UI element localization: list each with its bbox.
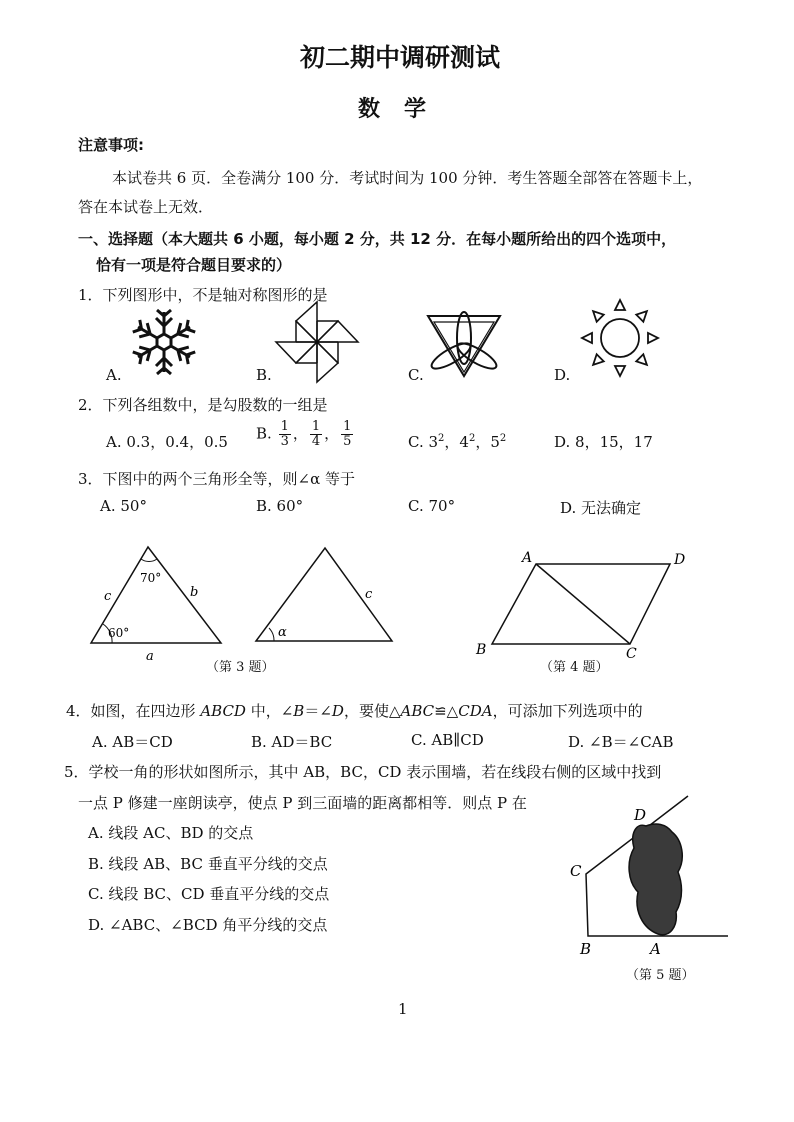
q5-point-a-label: A (650, 940, 661, 958)
sun-figure (580, 298, 660, 378)
point-c-label: C (626, 646, 637, 662)
page-title: 初二期中调研测试 (300, 43, 501, 72)
q2-option-b: B. $\frac{1}{3}$ ， $\frac{1}{4}$ ， $\frac{1}{5}$ (256, 419, 352, 449)
school-corner-figure (566, 786, 746, 966)
q3-option-d: D. 无法确定 (560, 499, 642, 517)
fraction-one-third: $\frac{1}{3}$ (280, 419, 289, 449)
q5-point-b-label: B (580, 940, 592, 958)
q3-stem: 3．下图中的两个三角形全等，则∠α 等于 (78, 470, 356, 488)
alpha-label: α (278, 625, 287, 640)
q3-caption: （第 3 题） (206, 660, 275, 675)
fraction-one-fifth: $\frac{1}{5}$ (343, 419, 352, 449)
notice-line-2: 答在本试卷上无效． (78, 198, 214, 216)
q3-option-c: C. 70° (408, 497, 456, 515)
point-a-label: A (522, 550, 533, 566)
q5-option-a: A. 线段 AC、BD 的交点 (88, 824, 254, 842)
q4-stem: 4．如图，在四边形 ABCD 中，∠B＝∠D，要使△ABC≌△CDA，可添加下列选项中的 (66, 702, 643, 720)
snowflake-figure (126, 306, 206, 376)
q2-option-c: C. $3^2$，$4^2$，$5^2$ (408, 433, 507, 451)
subject-title: 数学 (358, 97, 451, 122)
angle-60-label: 60° (108, 626, 130, 640)
q4-caption: （第 4 题） (540, 660, 609, 675)
q5-option-c: C. 线段 BC、CD 垂直平分线的交点 (88, 885, 330, 903)
triangle-2-figure (250, 540, 400, 650)
fraction-one-fourth: $\frac{1}{4}$ (311, 419, 321, 449)
q4-option-b: B. AD＝BC (251, 733, 333, 751)
q5-caption: （第 5 题） (626, 968, 695, 983)
q5-option-b: B. 线段 AB、BC 垂直平分线的交点 (88, 855, 328, 873)
point-d-label: D (674, 552, 686, 568)
triangle-1-figure (86, 540, 231, 665)
side-c-label: c (104, 589, 112, 604)
point-b-label: B (476, 642, 487, 658)
q5-line-1: 5．学校一角的形状如图所示，其中 AB，BC，CD 表示围墙，若在线段右侧的区域中找到 (64, 763, 662, 781)
q4-option-c: C. AB∥CD (411, 731, 484, 749)
pinwheel-figure (276, 302, 358, 382)
notice-line-1: 本试卷共 6 页．全卷满分 100 分．考试时间为 100 分钟．考生答题全部答在答题卡上， (112, 169, 703, 187)
q2-option-b-label: B. (256, 424, 272, 443)
q5-option-d: D. ∠ABC、∠BCD 角平分线的交点 (88, 916, 328, 934)
page-number: 1 (398, 1000, 408, 1018)
q1-option-c: C. (408, 366, 424, 384)
triangle-petals-figure (424, 310, 504, 382)
q1-option-b: B. (256, 366, 272, 384)
q1-stem: 1．下列图形中，不是轴对称图形的是 (78, 286, 328, 304)
q4-option-d: D. ∠B＝∠CAB (568, 733, 674, 751)
notice-heading: 注意事项: (78, 136, 144, 154)
q4-option-a: A. AB＝CD (92, 733, 173, 751)
q1-option-d: D. (554, 366, 571, 384)
section-heading-line-2: 恰有一项是符合题目要求的） (96, 256, 292, 274)
side-a-label: a (146, 649, 154, 664)
q2-stem: 2．下列各组数中，是勾股数的一组是 (78, 396, 328, 414)
section-heading-line-1: 一、选择题（本大题共 6 小题，每小题 2 分，共 12 分．在每小题所给出的四个选项中， (78, 230, 677, 248)
q2-option-a: A. 0.3，0.4，0.5 (106, 433, 228, 451)
side-b-label: b (190, 585, 199, 600)
q5-point-d-label: D (634, 806, 647, 824)
q1-option-a: A. (106, 366, 122, 384)
q3-option-a: A. 50° (100, 497, 147, 515)
angle-70-label: 70° (140, 571, 162, 585)
side-c-label-2: c (365, 587, 373, 602)
q2-option-d: D. 8，15，17 (554, 433, 653, 451)
q5-point-c-label: C (570, 862, 582, 880)
q5-line-2: 一点 P 修建一座朗读亭，使点 P 到三面墙的距离都相等．则点 P 在 (78, 794, 527, 812)
quadrilateral-figure (470, 546, 700, 661)
q3-option-b: B. 60° (256, 497, 304, 515)
